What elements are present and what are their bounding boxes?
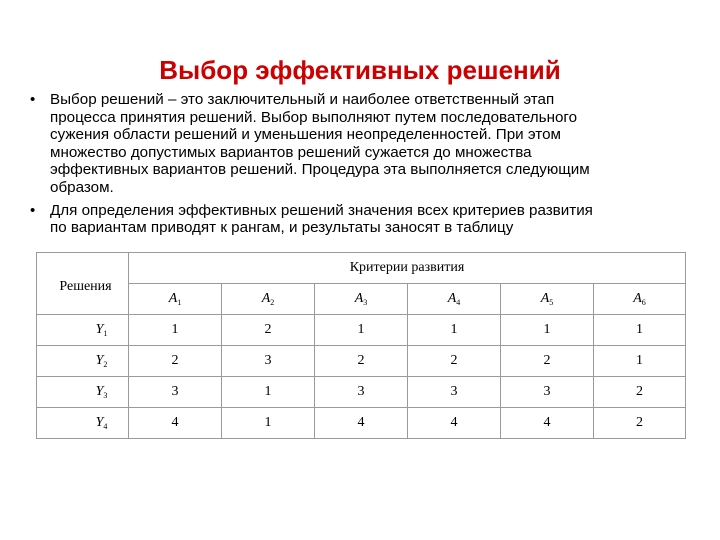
table-header-row	[37, 253, 686, 284]
criterion-header-2	[222, 284, 315, 315]
rank-cell: 1	[222, 408, 315, 439]
criteria-header-row	[37, 284, 686, 315]
decision-letter: Y	[95, 353, 104, 368]
decision-letter: Y	[95, 415, 104, 430]
rank-cell: 3	[129, 377, 222, 408]
bullet-dot-icon: •	[30, 201, 36, 219]
criterion-index: 2	[270, 298, 275, 307]
decision-letter: Y	[95, 384, 104, 399]
bullet-item	[30, 202, 680, 237]
rank-cell: 2	[315, 346, 408, 377]
decision-index: 2	[103, 360, 108, 369]
bullet-dot-icon: •	[30, 91, 36, 108]
bullet-text-line: по вариантам приводят к рангам, и результаты заносят в таблицу	[50, 219, 514, 237]
criterion-letter: A	[447, 291, 457, 306]
decision-label	[37, 346, 129, 377]
criterion-index: 4	[456, 298, 461, 307]
criterion-index: 1	[177, 298, 182, 307]
criterion-header-4	[408, 284, 501, 315]
bullet-text-line: Выбор решений – это заключительный и наиболее ответственный этап	[50, 91, 555, 108]
rank-cell: 1	[594, 346, 686, 377]
criteria-group-header: Критерии развития	[129, 253, 686, 284]
bullet-text-line: Для определения эффективных решений значения всех критериев развития	[50, 201, 593, 219]
table-row	[37, 315, 686, 346]
criterion-header-5	[501, 284, 594, 315]
corner-header: Решения	[37, 253, 129, 315]
criterion-letter: A	[261, 291, 271, 306]
rank-cell: 2	[222, 315, 315, 346]
ranking-table	[36, 252, 686, 439]
decision-index: 4	[103, 422, 108, 431]
bullet-text-line: эффективных вариантов решений. Процедура эта выполняется следующим	[50, 161, 590, 179]
table-row	[37, 346, 686, 377]
criterion-letter: A	[540, 291, 550, 306]
table-row	[37, 377, 686, 408]
bullet-text-line: множество допустимых вариантов решений сужается до множества	[50, 143, 532, 161]
decision-label	[37, 315, 129, 346]
decision-label	[37, 377, 129, 408]
rank-cell: 3	[222, 346, 315, 377]
rank-cell: 2	[501, 346, 594, 377]
criterion-index: 5	[549, 298, 554, 307]
rank-cell: 1	[222, 377, 315, 408]
bullet-item	[30, 91, 680, 197]
rank-cell: 4	[501, 408, 594, 439]
criterion-letter: A	[168, 291, 178, 306]
criterion-index: 3	[363, 298, 368, 307]
slide-title: Выбор эффективных решений	[159, 55, 561, 85]
rank-cell: 1	[501, 315, 594, 346]
decision-index: 1	[103, 329, 108, 338]
criterion-letter: A	[354, 291, 364, 306]
rank-cell: 4	[408, 408, 501, 439]
criterion-letter: A	[633, 291, 642, 306]
bullet-text-line: процесса принятия решений. Выбор выполняют путем последовательного	[50, 108, 578, 126]
criterion-header-3	[315, 284, 408, 315]
rank-cell: 4	[315, 408, 408, 439]
table-row	[37, 408, 686, 439]
rank-cell: 3	[408, 377, 501, 408]
rank-cell: 3	[315, 377, 408, 408]
rank-cell: 2	[594, 408, 686, 439]
bullet-text-line: образом.	[50, 178, 114, 196]
rank-cell: 2	[594, 377, 686, 408]
rank-cell: 1	[408, 315, 501, 346]
rank-cell: 1	[594, 315, 686, 346]
rank-cell: 3	[501, 377, 594, 408]
rank-cell: 2	[129, 346, 222, 377]
rank-cell: 1	[315, 315, 408, 346]
criterion-header-1	[129, 284, 222, 315]
decision-index: 3	[103, 391, 108, 400]
rank-cell: 4	[129, 408, 222, 439]
bullet-list	[30, 91, 680, 242]
decision-letter: Y	[95, 322, 104, 337]
criterion-header-6	[594, 284, 686, 315]
rank-cell: 2	[408, 346, 501, 377]
decision-label	[37, 408, 129, 439]
rank-cell: 1	[129, 315, 222, 346]
criterion-index: 6	[641, 298, 646, 307]
bullet-text-line: сужения области решений и уменьшения неопределенностей. При этом	[50, 126, 561, 144]
